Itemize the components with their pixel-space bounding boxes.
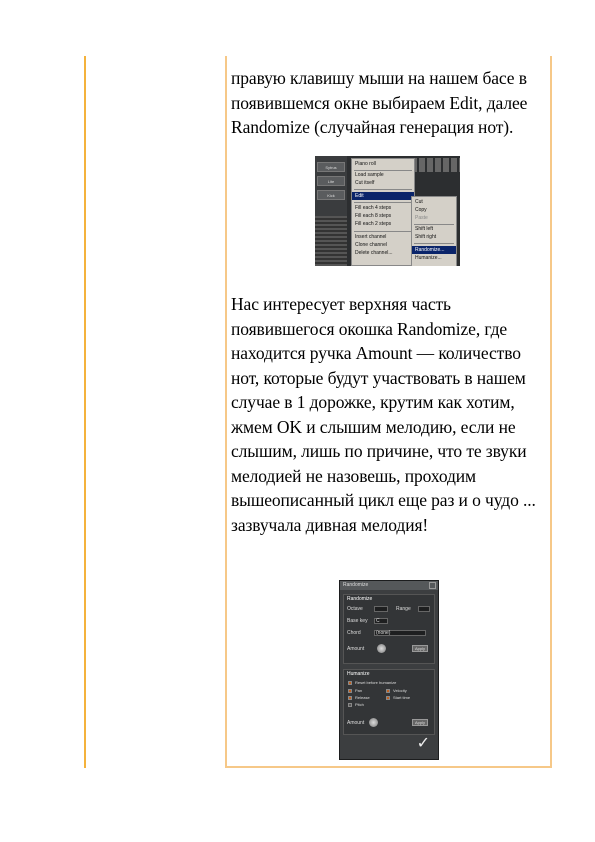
submenu-item-copy: Copy [415, 207, 427, 213]
start-time-checkbox [386, 696, 390, 700]
menu-item-load-sample: Load sample [355, 172, 384, 178]
menu-item-clone-channel: Clone channel [355, 242, 387, 248]
section-humanize-label: Humanize [347, 671, 370, 677]
pan-label: Pan [355, 688, 363, 693]
octave-field [374, 606, 388, 612]
menu-item-insert-channel: Insert channel [355, 234, 387, 240]
close-icon [429, 582, 436, 589]
context-menu [351, 158, 415, 266]
channel-stripes [315, 216, 347, 266]
left-margin-rule [84, 56, 86, 768]
amount2-label: Amount [347, 720, 365, 726]
menu-separator [414, 224, 454, 225]
menu-item-fill-4: Fill each 4 steps [355, 205, 392, 211]
paragraph-2: Нас интересует верхняя часть появившегося окошка Randomize, где находится ручка Amount — количество нот, которые будут участвовать в нашем случае в 1 дорожке, крутим как хотим, жмем OK и слышим мелодию, если не слышим, лишь по причине, что те звуки мелодией не назовешь, проходим вышеописанный цикл еще раз и о чудо ... зазвучала дивная мелодия! [231, 294, 536, 535]
amount2-knob-icon [369, 718, 378, 727]
apply2-button: Apply [412, 719, 428, 726]
channel-rack-panel [315, 156, 347, 266]
release-checkbox [348, 696, 352, 700]
submenu-item-paste: Paste [415, 215, 428, 221]
randomize-dialog-screenshot [339, 580, 439, 760]
section-randomize-label: Randomize [347, 596, 373, 602]
paragraph-1: правую клавишу мыши на нашем басе в появившемся окне выбираем Edit, далее Randomize (случайная генерация нот). [231, 68, 528, 137]
dialog-title: Randomize [340, 581, 438, 590]
menu-separator [354, 202, 412, 203]
menu-item-fill-2: Fill each 2 steps [355, 221, 392, 227]
menu-item-edit: Edit [352, 192, 414, 200]
menu-separator [354, 231, 412, 232]
context-menu-screenshot [315, 156, 460, 266]
base-key-label: Base key [347, 618, 368, 624]
randomize-panel [343, 594, 435, 664]
reset-label: Reset before humanize [355, 680, 397, 685]
step-grid [411, 158, 460, 172]
menu-item-delete-channel: Delete channel... [355, 250, 393, 256]
channel-button-kick: Kick [317, 190, 345, 200]
range-label: Range [396, 606, 411, 612]
menu-item-cut-itself: Cut itself [355, 180, 375, 186]
start-time-label: Start time [393, 695, 411, 700]
apply-button: Apply [412, 645, 428, 652]
submenu-item-cut: Cut [415, 199, 423, 205]
submenu-item-shift-right: Shift right [415, 234, 437, 240]
amount-knob-icon [377, 644, 386, 653]
humanize-panel [343, 669, 435, 735]
edit-submenu [411, 196, 457, 266]
menu-separator [354, 170, 412, 171]
reset-checkbox [348, 681, 352, 685]
menu-separator [414, 243, 454, 244]
velocity-checkbox [386, 689, 390, 693]
octave-label: Octave [347, 606, 363, 612]
velocity-label: Velocity [393, 688, 407, 693]
range-field [418, 606, 430, 612]
checkmark-icon: ✓ [416, 735, 430, 752]
channel-button-sytrus: Sytrus [317, 162, 345, 172]
content-box [225, 56, 552, 768]
menu-item-piano-roll: Piano roll [355, 161, 376, 167]
submenu-item-randomize: Randomize... [412, 246, 456, 254]
menu-separator [354, 189, 412, 190]
chord-value: (none) [376, 630, 391, 636]
submenu-item-shift-left: Shift left [415, 226, 434, 232]
base-key-value: C [376, 618, 380, 624]
submenu-item-humanize: Humanize... [415, 255, 442, 261]
pan-checkbox [348, 689, 352, 693]
pitch-checkbox [348, 703, 352, 707]
pitch-label: Pitch [355, 702, 364, 707]
channel-button-lite: Lite [317, 176, 345, 186]
menu-item-fill-8: Fill each 8 steps [355, 213, 392, 219]
release-label: Release [355, 695, 370, 700]
chord-label: Chord [347, 630, 361, 636]
amount-label: Amount [347, 646, 365, 652]
